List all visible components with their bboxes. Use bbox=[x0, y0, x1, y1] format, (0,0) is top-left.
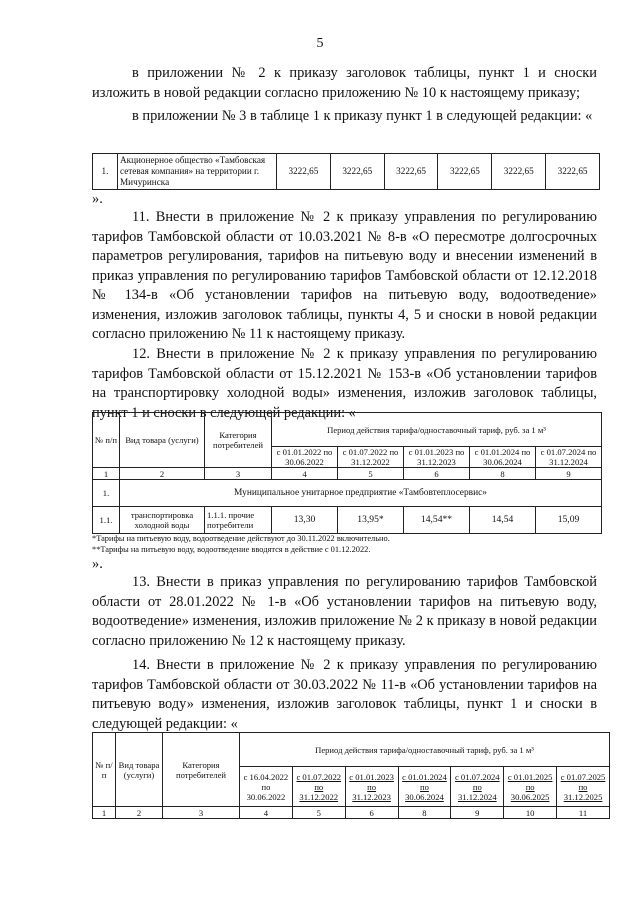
t2-index: 6 bbox=[404, 468, 470, 480]
table1-value: 3222,65 bbox=[546, 154, 600, 190]
item-12-text: 12. Внести в приложение № 2 к приказу управления по регулированию тарифов Тамбовской области от 15.12.2021 № 153-в «Об установлении тарифов на транспортировку холодной воды» изменения, изложив заголовок таблицы, пункт 1 и сноски в следующей редакции: « bbox=[92, 346, 597, 421]
table1-value: 3222,65 bbox=[277, 154, 331, 190]
footnote-2: **Тарифы на питьевую воду, водоотведение вводятся в действие с 01.12.2022. bbox=[92, 545, 371, 554]
table-row bbox=[93, 468, 602, 480]
t2-row2-cat: 1.1.1. прочие потребители bbox=[205, 507, 272, 534]
t2-head-period: Период действия тарифа/одноставочный тариф, руб. за 1 м³ bbox=[272, 413, 602, 447]
t3-index: 3 bbox=[163, 807, 240, 819]
item-13 bbox=[92, 573, 597, 651]
t3-index: 4 bbox=[240, 807, 293, 819]
table1-value: 3222,65 bbox=[384, 154, 438, 190]
t2-index: 5 bbox=[338, 468, 404, 480]
t2-row2-num: 1.1. bbox=[93, 507, 120, 534]
t2-row1-num: 1. bbox=[93, 480, 120, 507]
t2-index: 8 bbox=[470, 468, 536, 480]
t3-index: 9 bbox=[451, 807, 504, 819]
t2-row2-value: 13,30 bbox=[272, 507, 338, 534]
t3-index: 1 bbox=[93, 807, 116, 819]
table-2 bbox=[92, 412, 602, 534]
table-3 bbox=[92, 732, 610, 819]
t3-head-period: Период действия тарифа/одноставочный тариф, руб. за 1 м³ bbox=[240, 733, 610, 767]
t3-period: с 01.01.2025 по 30.06.2025 bbox=[504, 767, 557, 807]
table-row bbox=[93, 507, 602, 534]
t2-period: с 01.01.2024 по 30.06.2024 bbox=[470, 447, 536, 468]
t3-period: с 01.07.2024 по 31.12.2024 bbox=[451, 767, 504, 807]
t2-head-num: № п/п bbox=[93, 413, 120, 468]
end-quote-1: ». bbox=[92, 191, 103, 207]
intro-paragraph-2: в приложении № 3 в таблице 1 к приказу пункт 1 в следующей редакции: « bbox=[132, 108, 593, 124]
t2-index: 1 bbox=[93, 468, 120, 480]
item-11-text: 11. Внести в приложение № 2 к приказу управления по регулированию тарифов Тамбовской области от 10.03.2021 № 8-в «О пересмотре долгосрочных параметров регулирования, тарифов на питьевую воду и внесении изменений в приказ управления по регулированию тарифов Тамбовской области от 12.12.2018 № 134-в «Об установлении тарифов на питьевую воду, водоотведение» изменения, изложив заголовок таблицы, пункты 4, 5 и сноски в новой редакции согласно приложению № 11 к настоящему приказу. bbox=[92, 209, 597, 342]
table-row bbox=[93, 480, 602, 507]
t2-index: 4 bbox=[272, 468, 338, 480]
t3-head-num: № п/п bbox=[93, 733, 116, 807]
item-11 bbox=[92, 208, 597, 345]
table-1 bbox=[92, 153, 600, 190]
intro-paragraph-1: в приложении № 2 к приказу заголовок таблицы, пункт 1 и сноски изложить в новой редакции согласно приложению № 10 к настоящему приказу; bbox=[92, 65, 597, 101]
t2-row2-value: 14,54 bbox=[470, 507, 536, 534]
t3-head-goods: Вид товара (услуги) bbox=[116, 733, 163, 807]
t3-index: 6 bbox=[345, 807, 398, 819]
t2-row2-value: 15,09 bbox=[536, 507, 602, 534]
t3-period: с 01.07.2022 по 31.12.2022 bbox=[292, 767, 345, 807]
t3-index: 10 bbox=[504, 807, 557, 819]
t2-index: 2 bbox=[120, 468, 205, 480]
page-number: 5 bbox=[316, 36, 324, 51]
table1-value: 3222,65 bbox=[330, 154, 384, 190]
table1-num: 1. bbox=[93, 154, 118, 190]
t2-period: с 01.07.2024 по 31.12.2024 bbox=[536, 447, 602, 468]
table1-org: Акционерное общество «Тамбовская сетевая компания» на территории г. Мичуринска bbox=[118, 154, 277, 190]
table-row bbox=[93, 154, 600, 190]
t2-row1-org: Муниципальное унитарное предприятие «Тамбовтеплосервис» bbox=[120, 480, 602, 507]
footnote-1: *Тарифы на питьевую воду, водоотведение действуют до 30.11.2022 включительно. bbox=[92, 534, 390, 543]
t2-period: с 01.01.2023 по 31.12.2023 bbox=[404, 447, 470, 468]
t3-period: с 01.01.2023 по 31.12.2023 bbox=[345, 767, 398, 807]
table-row bbox=[93, 413, 602, 447]
t3-index: 2 bbox=[116, 807, 163, 819]
t2-head-goods: Вид товара (услуги) bbox=[120, 413, 205, 468]
item-13-text: 13. Внести в приказ управления по регулированию тарифов Тамбовской области от 28.01.2022 № 1-в «Об установлении тарифов на питьевую воду, водоотведение» изменения, изложив приложение № 2 к приказу в новой редакции согласно приложению № 12 к настоящему приказу. bbox=[92, 574, 597, 649]
item-14-text: 14. Внести в приложение № 2 к приказу управления по регулированию тарифов Тамбовской области от 30.03.2022 № 11-в «Об установлении тарифов на питьевую воду» изменения, изложив заголовок таблицы, пункт 1 и сноски в следующей редакции: « bbox=[92, 657, 597, 732]
table-row bbox=[93, 733, 610, 767]
t3-period: с 01.01.2024 по 30.06.2024 bbox=[398, 767, 451, 807]
t3-period: с 16.04.2022 по 30.06.2022 bbox=[240, 767, 293, 807]
t2-row2-goods: транспортировка холодной воды bbox=[120, 507, 205, 534]
item-14 bbox=[92, 656, 597, 734]
end-quote-2: ». bbox=[92, 556, 103, 572]
intro-paragraphs bbox=[92, 64, 597, 127]
t3-head-cat: Категория потребителей bbox=[163, 733, 240, 807]
table1-value: 3222,65 bbox=[492, 154, 546, 190]
t2-row2-value: 13,95* bbox=[338, 507, 404, 534]
t2-head-cat: Категория потребителей bbox=[205, 413, 272, 468]
t3-index: 11 bbox=[557, 807, 610, 819]
t2-period: с 01.07.2022 по 31.12.2022 bbox=[338, 447, 404, 468]
t3-index: 5 bbox=[292, 807, 345, 819]
t2-row2-value: 14,54** bbox=[404, 507, 470, 534]
table1-value: 3222,65 bbox=[438, 154, 492, 190]
table-row bbox=[93, 807, 610, 819]
t2-period: с 01.01.2022 по 30.06.2022 bbox=[272, 447, 338, 468]
t2-index: 9 bbox=[536, 468, 602, 480]
t2-index: 3 bbox=[205, 468, 272, 480]
t3-period: с 01.07.2025 по 31.12.2025 bbox=[557, 767, 610, 807]
t3-index: 8 bbox=[398, 807, 451, 819]
